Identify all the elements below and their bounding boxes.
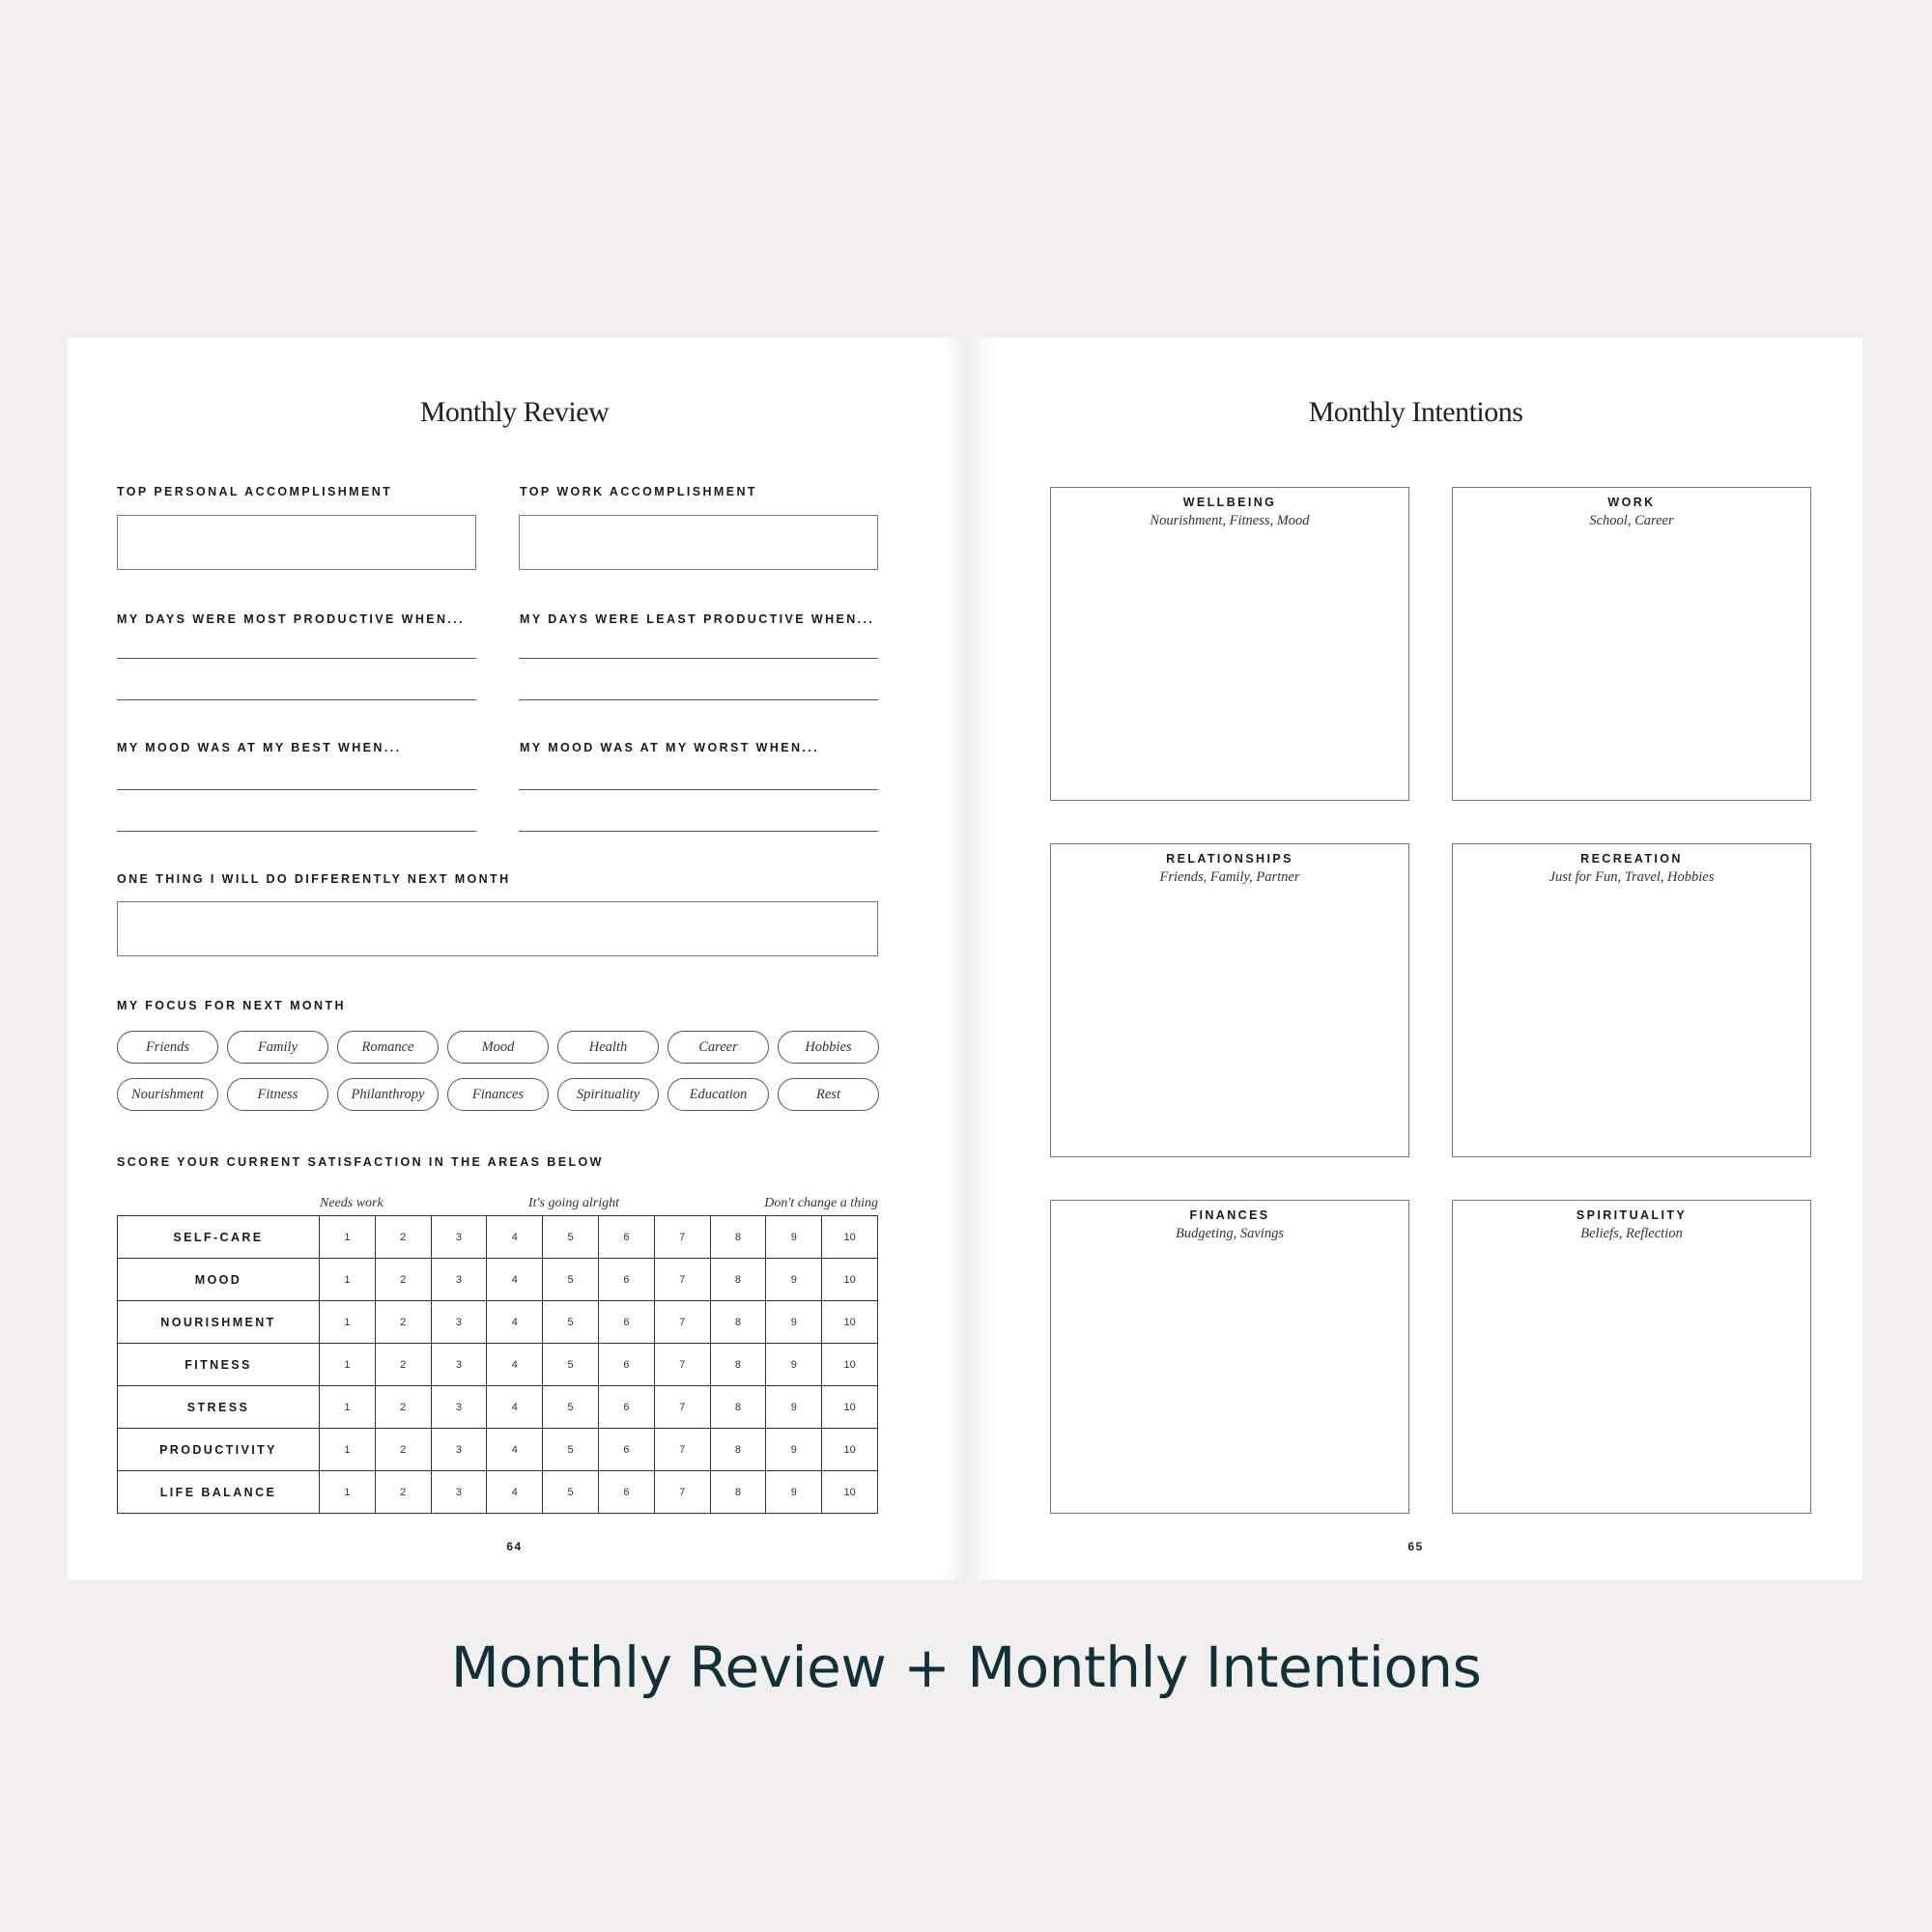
score-row-label: SELF-CARE <box>118 1216 320 1259</box>
score-cell[interactable]: 8 <box>710 1429 766 1471</box>
score-cell[interactable]: 4 <box>487 1429 543 1471</box>
score-row-label: NOURISHMENT <box>118 1301 320 1344</box>
focus-option-philanthropy[interactable]: Philanthropy <box>337 1078 439 1111</box>
intention-box-relationships[interactable] <box>1050 843 1409 1157</box>
score-cell[interactable]: 5 <box>543 1386 599 1429</box>
score-cell[interactable]: 10 <box>822 1301 878 1344</box>
page-title-review: Monthly Review <box>419 396 610 428</box>
score-cell[interactable]: 3 <box>431 1471 487 1514</box>
score-cell[interactable]: 3 <box>431 1344 487 1386</box>
mood-best-line-2[interactable] <box>117 831 476 832</box>
score-cell[interactable]: 4 <box>487 1259 543 1301</box>
score-row-label: STRESS <box>118 1386 320 1429</box>
intention-subheading: Budgeting, Savings <box>1176 1226 1284 1241</box>
intention-heading: WELLBEING <box>1182 496 1277 509</box>
score-cell[interactable]: 10 <box>822 1344 878 1386</box>
intention-subheading: Beliefs, Reflection <box>1580 1226 1683 1241</box>
page-right <box>969 338 1862 1579</box>
score-cell[interactable]: 2 <box>375 1386 431 1429</box>
focus-option-nourishment[interactable]: Nourishment <box>117 1078 218 1111</box>
intention-heading: RELATIONSHIPS <box>1166 852 1293 866</box>
score-cell[interactable]: 4 <box>487 1386 543 1429</box>
intention-subheading: Friends, Family, Partner <box>1159 869 1300 885</box>
score-cell[interactable]: 8 <box>710 1386 766 1429</box>
score-cell[interactable]: 10 <box>822 1386 878 1429</box>
score-cell[interactable]: 5 <box>543 1471 599 1514</box>
score-cell[interactable]: 7 <box>654 1386 710 1429</box>
mood-best-line-1[interactable] <box>117 789 476 790</box>
score-cell[interactable]: 10 <box>822 1216 878 1259</box>
score-cell[interactable]: 6 <box>598 1216 654 1259</box>
table-row <box>118 1216 878 1259</box>
score-cell[interactable]: 1 <box>320 1429 376 1471</box>
least-productive-line-2[interactable] <box>519 699 878 700</box>
score-row-label: MOOD <box>118 1259 320 1301</box>
score-cell[interactable]: 1 <box>320 1216 376 1259</box>
intention-box-wellbeing[interactable] <box>1050 487 1409 801</box>
score-cell[interactable]: 6 <box>598 1429 654 1471</box>
score-cell[interactable]: 7 <box>654 1301 710 1344</box>
intention-heading: WORK <box>1607 496 1656 509</box>
scale-label-low: Needs work <box>320 1196 384 1210</box>
focus-option-health[interactable]: Health <box>557 1031 659 1064</box>
least-productive-line-1[interactable] <box>519 658 878 659</box>
table-row <box>118 1471 878 1514</box>
score-cell[interactable]: 2 <box>375 1429 431 1471</box>
scale-label-high: Don't change a thing <box>764 1196 878 1210</box>
score-cell[interactable]: 4 <box>487 1344 543 1386</box>
score-cell[interactable]: 8 <box>710 1344 766 1386</box>
focus-option-mood[interactable]: Mood <box>447 1031 549 1064</box>
most-productive-line-1[interactable] <box>117 658 476 659</box>
score-cell[interactable]: 9 <box>766 1301 822 1344</box>
top-work-label: TOP WORK ACCOMPLISHMENT <box>520 485 757 498</box>
score-cell[interactable]: 8 <box>710 1259 766 1301</box>
page-number-left: 64 <box>506 1540 523 1553</box>
focus-option-family[interactable]: Family <box>227 1031 328 1064</box>
focus-option-spirituality[interactable]: Spirituality <box>557 1078 659 1111</box>
focus-option-rest[interactable]: Rest <box>778 1078 879 1111</box>
one-thing-label: ONE THING I WILL DO DIFFERENTLY NEXT MONTH <box>117 872 511 886</box>
intention-heading: RECREATION <box>1580 852 1683 866</box>
intention-heading: SPIRITUALITY <box>1576 1208 1688 1222</box>
score-cell[interactable]: 8 <box>710 1216 766 1259</box>
score-cell[interactable]: 5 <box>543 1344 599 1386</box>
score-cell[interactable]: 3 <box>431 1301 487 1344</box>
focus-option-education[interactable]: Education <box>668 1078 769 1111</box>
score-cell[interactable]: 9 <box>766 1386 822 1429</box>
top-personal-label: TOP PERSONAL ACCOMPLISHMENT <box>117 485 393 498</box>
intention-subheading: Just for Fun, Travel, Hobbies <box>1548 869 1715 885</box>
score-cell[interactable]: 9 <box>766 1344 822 1386</box>
mood-worst-line-2[interactable] <box>519 831 878 832</box>
most-productive-line-2[interactable] <box>117 699 476 700</box>
focus-option-hobbies[interactable]: Hobbies <box>778 1031 879 1064</box>
score-row-label: PRODUCTIVITY <box>118 1429 320 1471</box>
table-row <box>118 1301 878 1344</box>
score-cell[interactable]: 4 <box>487 1216 543 1259</box>
score-cell[interactable]: 8 <box>710 1301 766 1344</box>
page-left <box>68 338 961 1579</box>
score-cell[interactable]: 5 <box>543 1259 599 1301</box>
mood-worst-line-1[interactable] <box>519 789 878 790</box>
page-title-intentions: Monthly Intentions <box>1308 396 1523 428</box>
score-cell[interactable]: 3 <box>431 1259 487 1301</box>
score-cell[interactable]: 6 <box>598 1344 654 1386</box>
score-cell[interactable]: 6 <box>598 1471 654 1514</box>
score-row-label: FITNESS <box>118 1344 320 1386</box>
caption: Monthly Review + Monthly Intentions <box>450 1634 1482 1700</box>
table-row <box>118 1386 878 1429</box>
intention-subheading: School, Career <box>1589 513 1674 528</box>
score-cell[interactable]: 10 <box>822 1429 878 1471</box>
score-cell[interactable]: 5 <box>543 1216 599 1259</box>
intention-box-finances[interactable] <box>1050 1200 1409 1514</box>
score-cell[interactable]: 7 <box>654 1471 710 1514</box>
score-cell[interactable]: 1 <box>320 1386 376 1429</box>
score-label: SCORE YOUR CURRENT SATISFACTION IN THE AREAS BELOW <box>117 1155 604 1169</box>
score-cell[interactable]: 5 <box>543 1301 599 1344</box>
least-productive-label: MY DAYS WERE LEAST PRODUCTIVE WHEN... <box>520 612 875 626</box>
score-cell[interactable]: 1 <box>320 1259 376 1301</box>
score-cell[interactable]: 9 <box>766 1216 822 1259</box>
focus-option-friends[interactable]: Friends <box>117 1031 218 1064</box>
most-productive-label: MY DAYS WERE MOST PRODUCTIVE WHEN... <box>117 612 466 626</box>
score-cell[interactable]: 6 <box>598 1386 654 1429</box>
table-row <box>118 1429 878 1471</box>
mood-best-label: MY MOOD WAS AT MY BEST WHEN... <box>117 741 402 754</box>
intention-subheading: Nourishment, Fitness, Mood <box>1150 513 1310 528</box>
focus-label: MY FOCUS FOR NEXT MONTH <box>117 999 346 1012</box>
focus-option-fitness[interactable]: Fitness <box>227 1078 328 1111</box>
satisfaction-table <box>117 1215 878 1514</box>
score-cell[interactable]: 7 <box>654 1216 710 1259</box>
score-cell[interactable]: 1 <box>320 1344 376 1386</box>
intention-box-spirituality[interactable] <box>1452 1200 1811 1514</box>
score-cell[interactable]: 9 <box>766 1259 822 1301</box>
score-cell[interactable]: 6 <box>598 1259 654 1301</box>
score-cell[interactable]: 2 <box>375 1301 431 1344</box>
score-cell[interactable]: 3 <box>431 1386 487 1429</box>
score-cell[interactable]: 7 <box>654 1344 710 1386</box>
page-number-right: 65 <box>1407 1540 1424 1553</box>
score-cell[interactable]: 2 <box>375 1471 431 1514</box>
score-cell[interactable]: 6 <box>598 1301 654 1344</box>
score-cell[interactable]: 2 <box>375 1344 431 1386</box>
score-cell[interactable]: 4 <box>487 1301 543 1344</box>
score-cell[interactable]: 1 <box>320 1301 376 1344</box>
score-cell[interactable]: 10 <box>822 1259 878 1301</box>
table-row <box>118 1344 878 1386</box>
score-cell[interactable]: 7 <box>654 1429 710 1471</box>
score-cell[interactable]: 9 <box>766 1429 822 1471</box>
score-cell[interactable]: 2 <box>375 1216 431 1259</box>
score-cell[interactable]: 2 <box>375 1259 431 1301</box>
focus-options <box>117 1031 878 1111</box>
mood-worst-label: MY MOOD WAS AT MY WORST WHEN... <box>520 741 820 754</box>
top-personal-input[interactable] <box>117 515 476 570</box>
score-cell[interactable]: 1 <box>320 1471 376 1514</box>
score-cell[interactable]: 7 <box>654 1259 710 1301</box>
intention-box-recreation[interactable] <box>1452 843 1811 1157</box>
score-cell[interactable]: 9 <box>766 1471 822 1514</box>
focus-option-career[interactable]: Career <box>668 1031 769 1064</box>
scale-label-mid: It's going alright <box>528 1196 620 1210</box>
score-cell[interactable]: 4 <box>487 1471 543 1514</box>
score-cell[interactable]: 10 <box>822 1471 878 1514</box>
intention-heading: FINANCES <box>1189 1208 1270 1222</box>
score-cell[interactable]: 3 <box>431 1216 487 1259</box>
score-cell[interactable]: 5 <box>543 1429 599 1471</box>
score-cell[interactable]: 3 <box>431 1429 487 1471</box>
one-thing-input[interactable] <box>117 901 878 956</box>
focus-option-finances[interactable]: Finances <box>447 1078 549 1111</box>
table-row <box>118 1259 878 1301</box>
intention-box-work[interactable] <box>1452 487 1811 801</box>
focus-option-romance[interactable]: Romance <box>337 1031 439 1064</box>
score-row-label: LIFE BALANCE <box>118 1471 320 1514</box>
top-work-input[interactable] <box>519 515 878 570</box>
score-cell[interactable]: 8 <box>710 1471 766 1514</box>
